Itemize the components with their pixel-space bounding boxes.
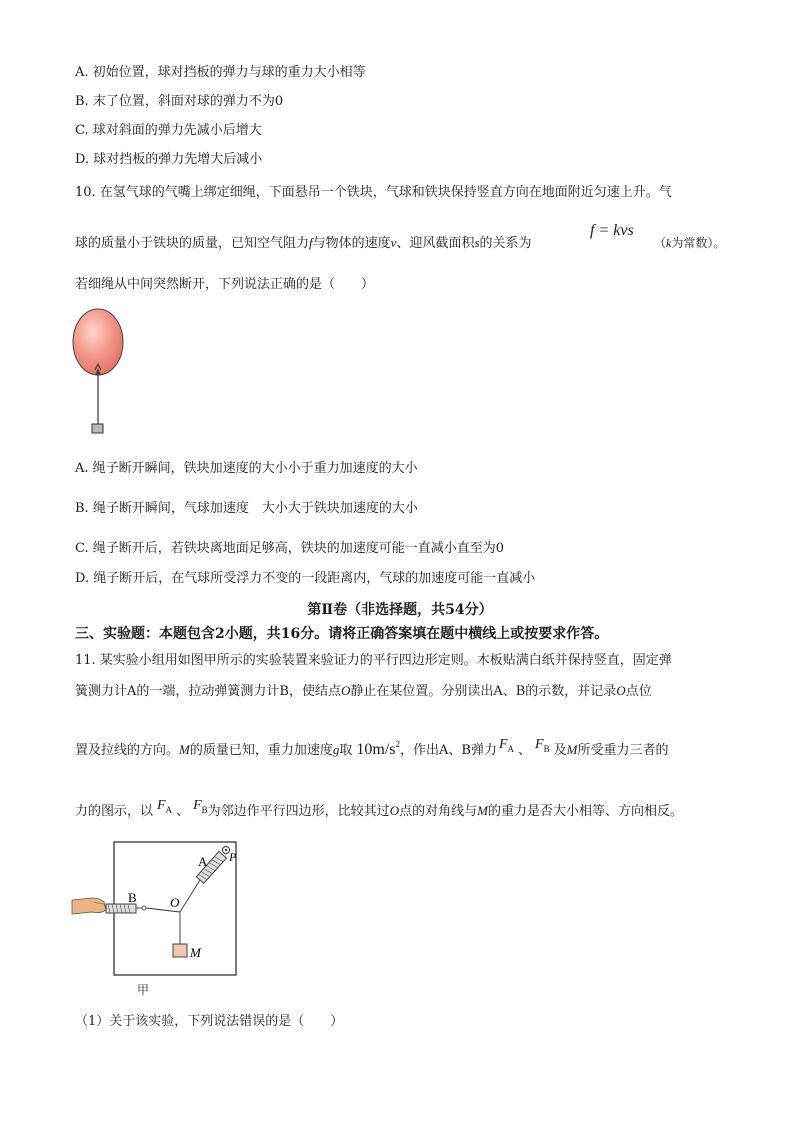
- label-o: O: [170, 895, 180, 910]
- q10-k-note: （k为常数）。: [654, 236, 726, 250]
- q11-stem-line3: 置及拉线的方向。M的质量已知，重力加速度g取 $10m/s^2$，作出A、B弹力 $F_A$ 、 $F_B$ 及M所受重力三者的: [75, 737, 669, 758]
- section-title: 第Ⅱ卷（非选择题，共54分）: [307, 602, 493, 618]
- label-b: B: [128, 890, 137, 905]
- hand-icon: [72, 898, 106, 914]
- q11-stem-line4: 力的图示，以 $F_A$ 、 $F_B$为邻边作平行四边形，比较其过O点的对角线与M的重力是否大小相等、方向相反。: [75, 798, 683, 819]
- q11-stem-line2: 簧测力计A的一端，拉动弹簧测力计B，使结点O静止在某位置。分别读出A、B的示数，并记录O点位: [75, 683, 652, 699]
- iron-block-icon: [92, 424, 103, 433]
- label-p: P: [229, 850, 237, 864]
- q11-stem-line1: 11. 某实验小组用如图甲所示的实验装置来验证力的平行四边形定则。木板贴满白纸并保持竖直，固定弹: [75, 653, 672, 668]
- q10-option-d: D. 绳子断开后，在气球所受浮力不变的一段距离内，气球的加速度可能一直减小: [75, 571, 536, 586]
- figure-caption: 甲: [137, 983, 150, 997]
- label-a: A: [198, 854, 208, 869]
- q10-stem-line3: 若细绳从中间突然断开，下列说法正确的是（ ）: [75, 277, 375, 292]
- q11-sub1: （1）关于该实验，下列说法错误的是（ ）: [75, 1014, 344, 1029]
- section-heading: 三、实验题：本题包含2小题，共16分。请将正确答案填在题中横线上或按要求作答。: [75, 626, 609, 642]
- q10-stem-line2: 球的质量小于铁块的质量，已知空气阻力f与物体的速度v、迎风截面积s的关系为: [75, 235, 532, 251]
- q9-option-d: D. 球对挡板的弹力先增大后减小: [75, 152, 263, 167]
- label-m: M: [190, 945, 201, 960]
- q10-stem-line1: 10. 在氢气球的气嘴上绑定细绳，下面悬吊一个铁块，气球和铁块保持竖直方向在地面附近匀速上升。气: [75, 185, 672, 200]
- mass-m-block: [173, 944, 187, 957]
- balloon-figure: [68, 300, 132, 440]
- q10-option-b: B. 绳子断开瞬间，气球加速度 大小大于铁块加速度的大小: [75, 501, 418, 516]
- formula-f-kvs: f = kvs: [590, 222, 634, 239]
- q10-option-c: C. 绳子断开后，若铁块离地面足够高，铁块的加速度可能一直减小直至为0: [75, 541, 505, 556]
- experiment-figure: [70, 838, 250, 998]
- q9-option-a: A. 初始位置，球对挡板的弹力与球的重力大小相等: [75, 65, 366, 80]
- q9-option-b: B. 末了位置，斜面对球的弹力不为0: [75, 94, 284, 109]
- q9-option-c: C. 球对斜面的弹力先减小后增大: [75, 123, 262, 138]
- q10-option-a: A. 绳子断开瞬间，铁块加速度的大小小于重力加速度的大小: [75, 461, 418, 476]
